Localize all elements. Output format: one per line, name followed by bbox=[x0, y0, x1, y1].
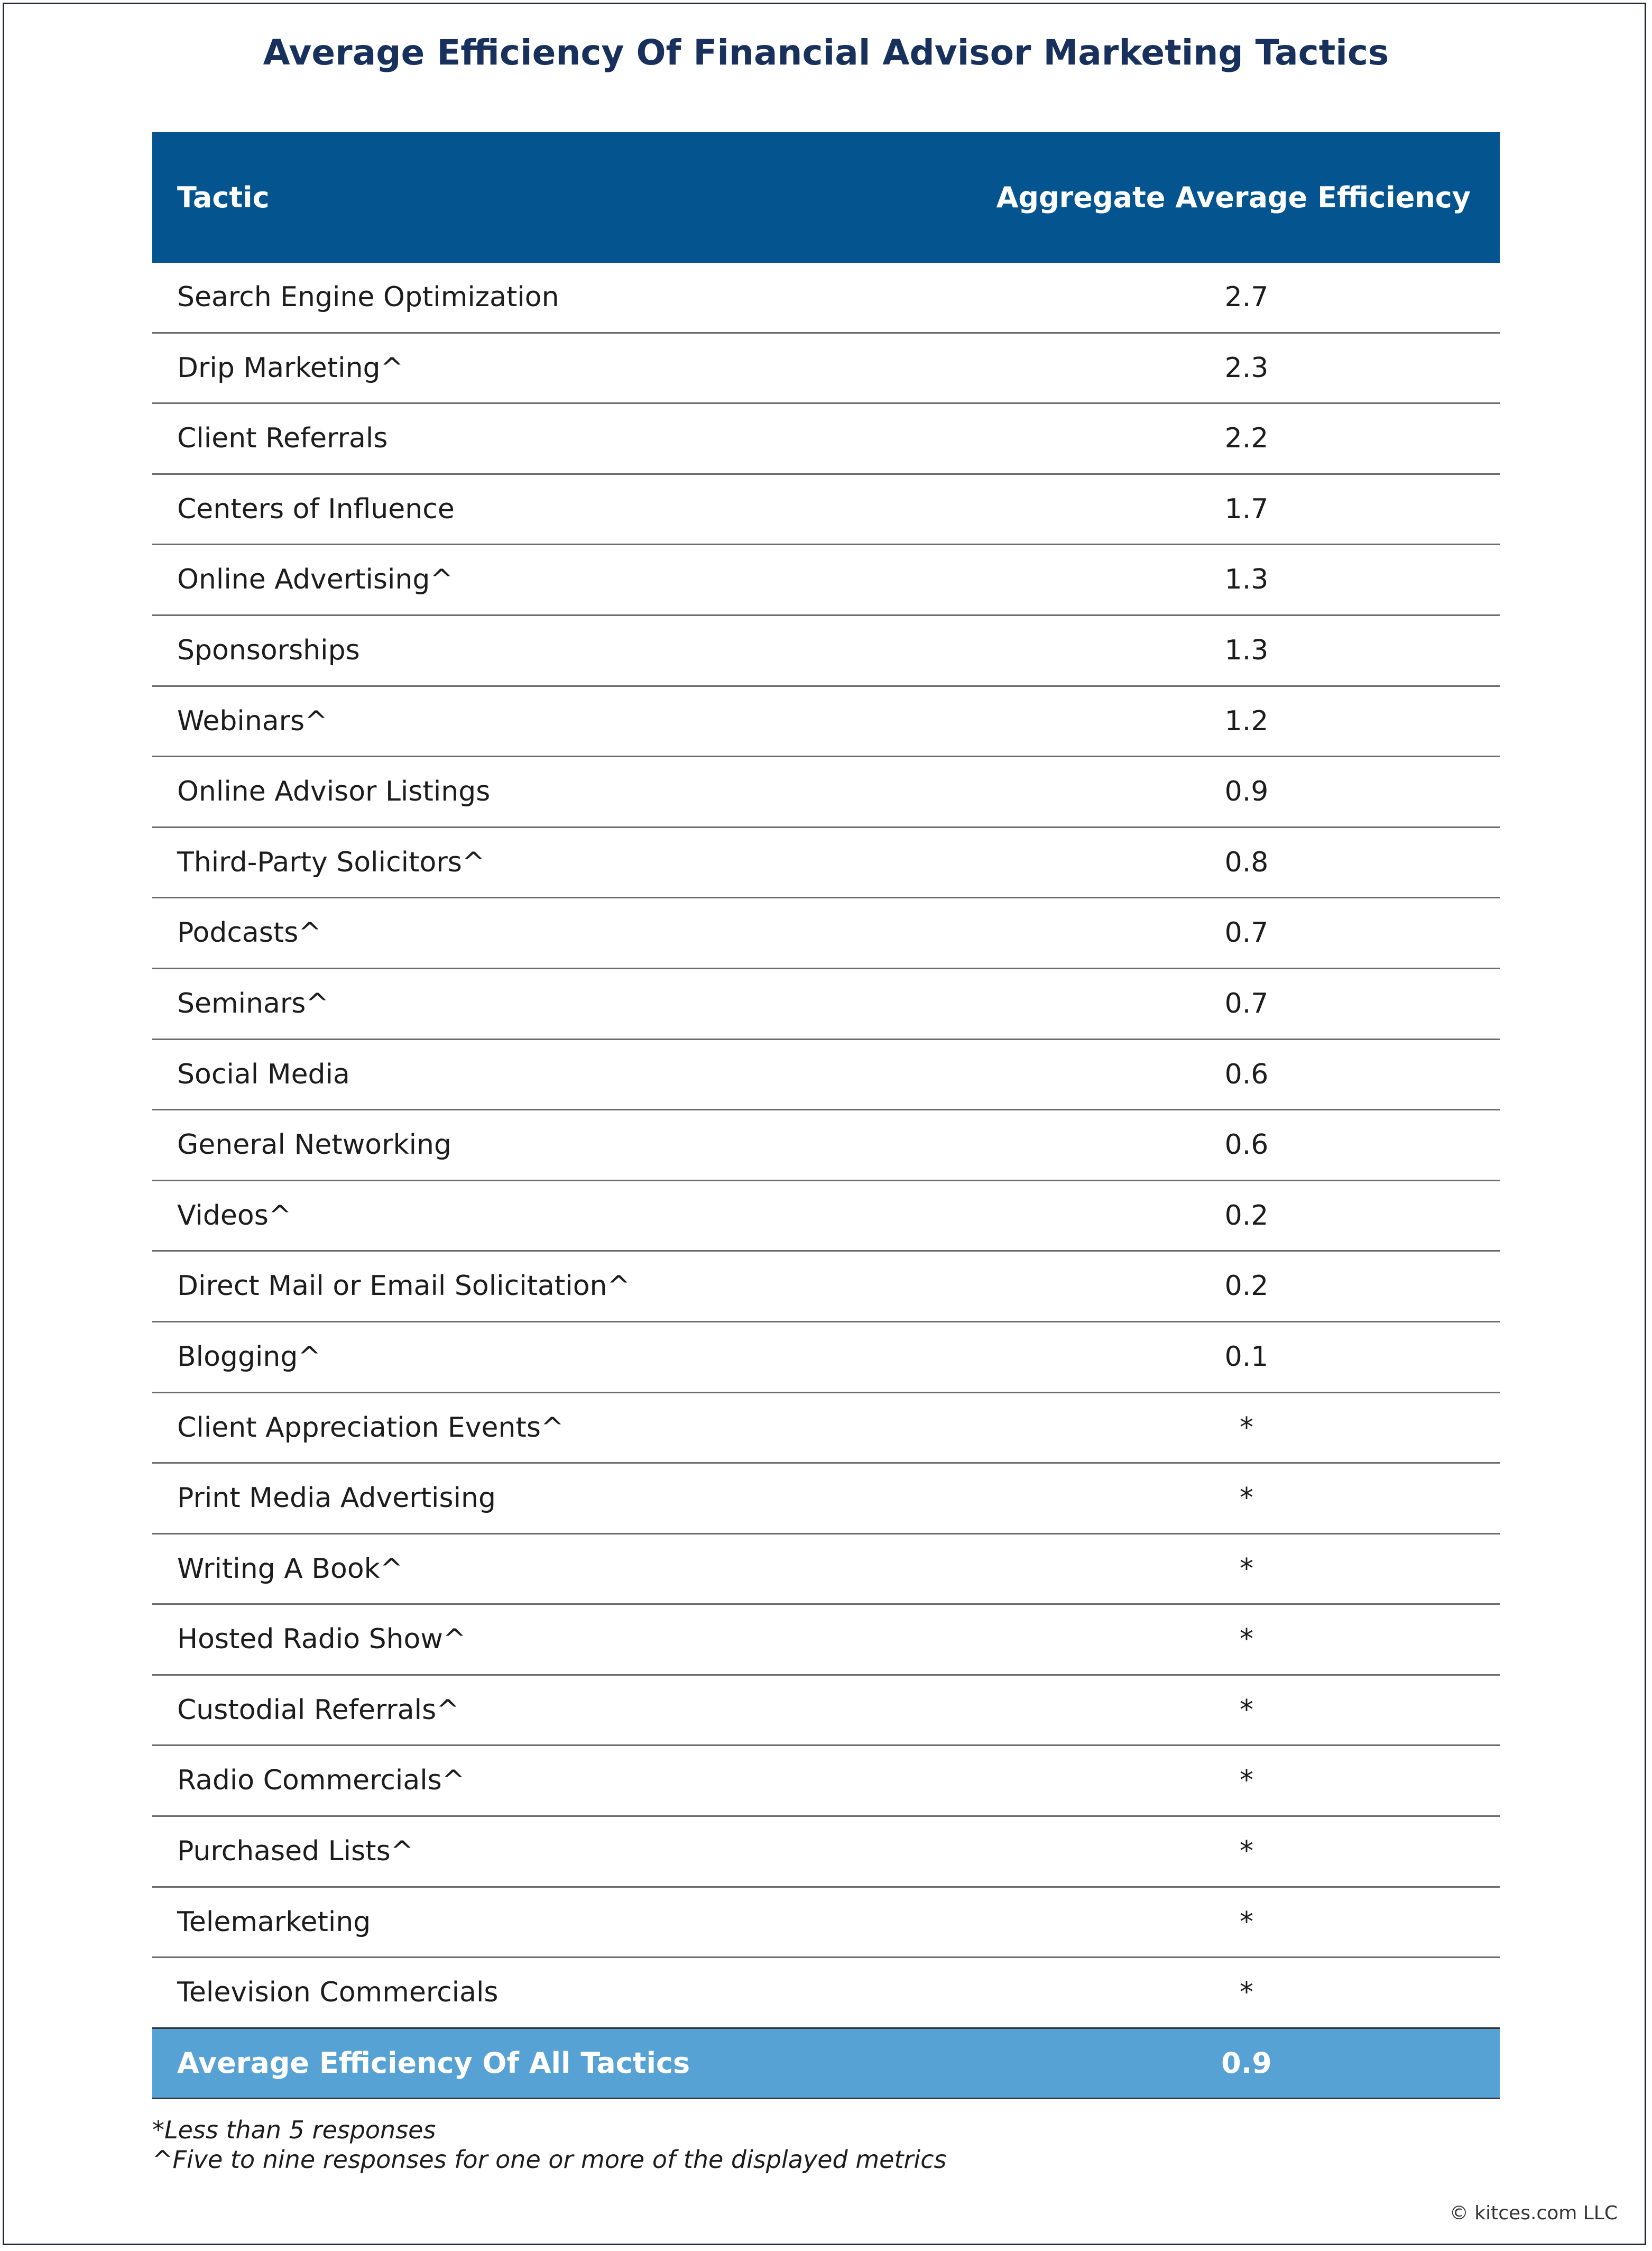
efficiency-value: * bbox=[1240, 1906, 1253, 1938]
table-row bbox=[152, 1393, 1500, 1464]
tactic-name: Custodial Referrals^ bbox=[177, 1694, 459, 1726]
tactic-name: Social Media bbox=[177, 1058, 350, 1090]
tactic-name: Print Media Advertising bbox=[177, 1482, 496, 1514]
tactic-name: Online Advisor Listings bbox=[177, 776, 491, 808]
tactic-name: General Networking bbox=[177, 1129, 451, 1161]
tactic-name: Hosted Radio Show^ bbox=[177, 1623, 466, 1656]
efficiency-table bbox=[152, 132, 1500, 2099]
efficiency-value: 0.7 bbox=[1224, 917, 1269, 949]
table-row bbox=[152, 1746, 1500, 1817]
efficiency-value: * bbox=[1240, 1977, 1253, 2009]
table-row bbox=[152, 1888, 1500, 1959]
tactic-name: Blogging^ bbox=[177, 1340, 321, 1373]
table-row bbox=[152, 475, 1500, 546]
efficiency-value: 0.2 bbox=[1224, 1270, 1269, 1302]
tactic-name: Videos^ bbox=[177, 1199, 292, 1232]
efficiency-value: * bbox=[1240, 1694, 1253, 1726]
efficiency-value: 0.9 bbox=[1224, 776, 1269, 808]
efficiency-value: 0.2 bbox=[1224, 1199, 1269, 1232]
tactic-name: Radio Commercials^ bbox=[177, 1765, 465, 1797]
efficiency-value: * bbox=[1240, 1835, 1253, 1868]
chart-title: Average Efficiency Of Financial Advisor Marketing Tactics bbox=[263, 32, 1389, 73]
tactic-name: Writing A Book^ bbox=[177, 1552, 403, 1585]
table-row bbox=[152, 969, 1500, 1040]
table-header bbox=[152, 132, 1500, 263]
efficiency-value: * bbox=[1240, 1411, 1253, 1444]
header-efficiency: Aggregate Average Efficiency bbox=[996, 181, 1471, 214]
tactic-name: Purchased Lists^ bbox=[177, 1835, 414, 1868]
table-row bbox=[152, 757, 1500, 828]
table-row bbox=[152, 687, 1500, 758]
table-body bbox=[152, 263, 1500, 2029]
table-row bbox=[152, 1181, 1500, 1252]
table-row bbox=[152, 545, 1500, 616]
efficiency-value: 1.3 bbox=[1224, 634, 1269, 666]
tactic-name: Third-Party Solicitors^ bbox=[177, 846, 485, 878]
table-row bbox=[152, 616, 1500, 687]
table-row bbox=[152, 1676, 1500, 1747]
summary-row bbox=[152, 2029, 1500, 2099]
tactic-name: Telemarketing bbox=[177, 1906, 371, 1938]
efficiency-value: 1.3 bbox=[1224, 564, 1269, 596]
summary-value: 0.9 bbox=[1221, 2046, 1272, 2080]
efficiency-value: 0.6 bbox=[1224, 1129, 1269, 1161]
table-row bbox=[152, 1110, 1500, 1181]
tactic-name: Drip Marketing^ bbox=[177, 352, 404, 384]
table-row bbox=[152, 1252, 1500, 1322]
footnote-five-to-nine: ^Five to nine responses for one or more of the displayed metrics bbox=[152, 2145, 947, 2174]
header-tactic: Tactic bbox=[177, 181, 270, 214]
efficiency-value: * bbox=[1240, 1552, 1253, 1585]
tactic-name: Seminars^ bbox=[177, 987, 329, 1019]
efficiency-value: 2.2 bbox=[1224, 422, 1269, 455]
tactic-name: Television Commercials bbox=[177, 1977, 499, 2009]
tactic-name: Online Advertising^ bbox=[177, 564, 453, 596]
efficiency-value: 0.1 bbox=[1224, 1340, 1269, 1373]
efficiency-value: 0.6 bbox=[1224, 1058, 1269, 1090]
efficiency-value: * bbox=[1240, 1623, 1253, 1656]
footnote-less-than-5: *Less than 5 responses bbox=[152, 2116, 436, 2144]
table-row bbox=[152, 1464, 1500, 1535]
efficiency-value: 0.7 bbox=[1224, 987, 1269, 1019]
tactic-name: Webinars^ bbox=[177, 705, 328, 737]
copyright-credit: © kitces.com LLC bbox=[1449, 2202, 1618, 2224]
footnotes bbox=[152, 2115, 946, 2174]
table-row bbox=[152, 1817, 1500, 1888]
table-row bbox=[152, 1322, 1500, 1393]
table-row bbox=[152, 1958, 1500, 2029]
table-row bbox=[152, 1040, 1500, 1111]
table-row bbox=[152, 1535, 1500, 1605]
tactic-name: Direct Mail or Email Solicitation^ bbox=[177, 1270, 631, 1302]
efficiency-value: 2.7 bbox=[1224, 281, 1269, 313]
summary-label: Average Efficiency Of All Tactics bbox=[177, 2046, 690, 2080]
table-row bbox=[152, 898, 1500, 969]
efficiency-value: 2.3 bbox=[1224, 352, 1269, 384]
tactic-name: Client Referrals bbox=[177, 422, 388, 455]
table-row bbox=[152, 1605, 1500, 1676]
efficiency-value: 1.2 bbox=[1224, 705, 1269, 737]
table-row bbox=[152, 828, 1500, 899]
table-row bbox=[152, 263, 1500, 334]
table-row bbox=[152, 334, 1500, 405]
efficiency-value: * bbox=[1240, 1765, 1253, 1797]
table-row bbox=[152, 404, 1500, 475]
tactic-name: Podcasts^ bbox=[177, 917, 321, 949]
tactic-name: Sponsorships bbox=[177, 634, 360, 666]
tactic-name: Client Appreciation Events^ bbox=[177, 1411, 564, 1444]
tactic-name: Search Engine Optimization bbox=[177, 281, 559, 313]
efficiency-value: 1.7 bbox=[1224, 493, 1269, 525]
tactic-name: Centers of Influence bbox=[177, 493, 455, 525]
efficiency-value: * bbox=[1240, 1482, 1253, 1514]
efficiency-value: 0.8 bbox=[1224, 846, 1269, 878]
